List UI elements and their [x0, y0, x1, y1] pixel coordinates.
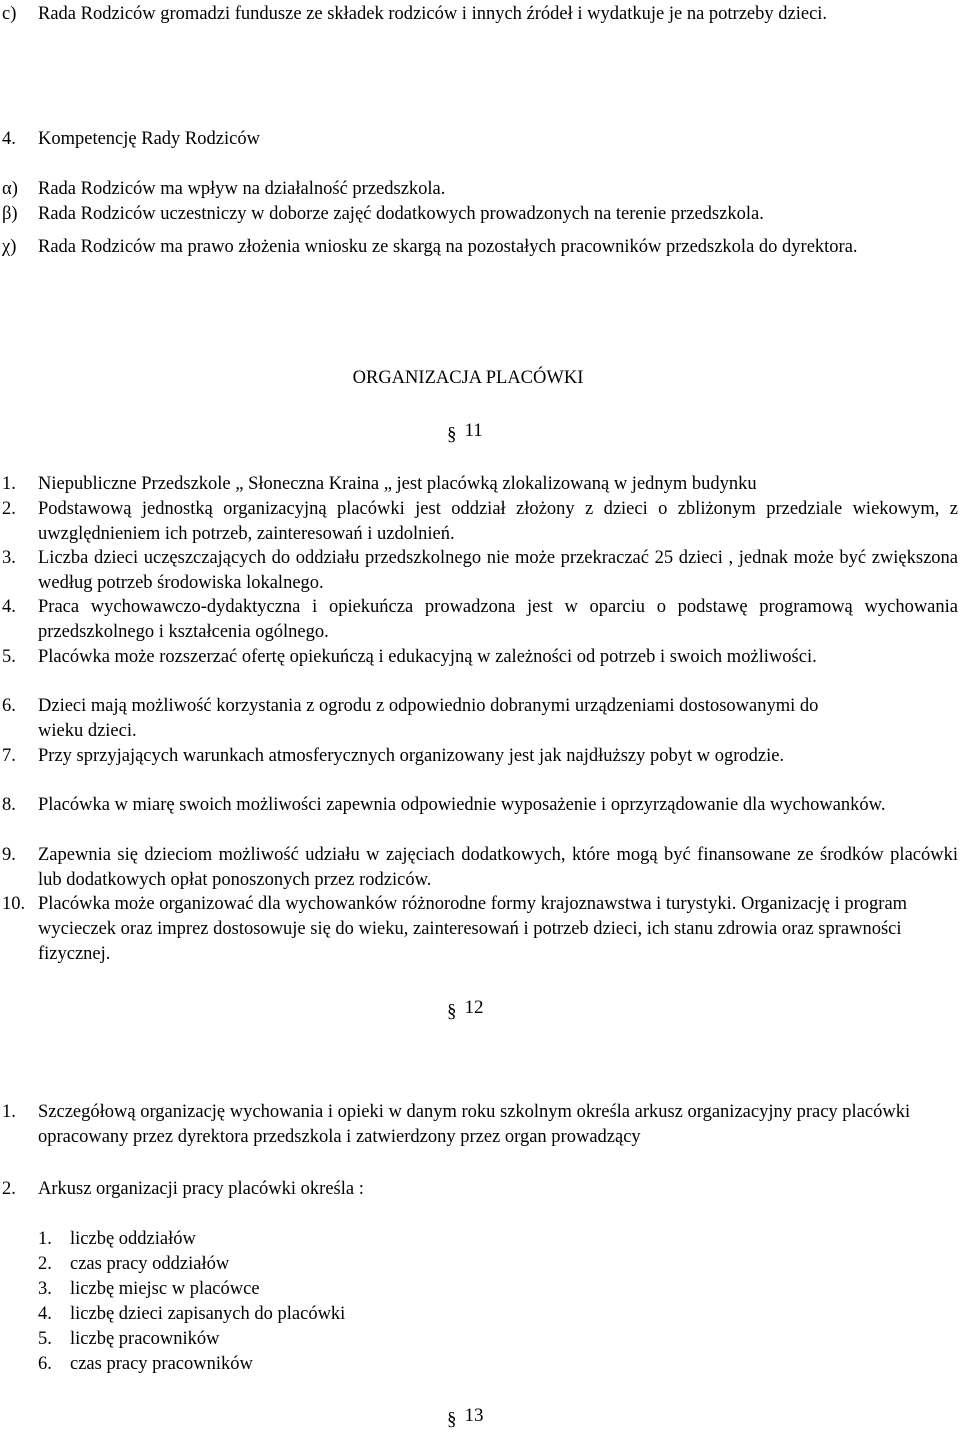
item-text: Dzieci mają możliwość korzystania z ogrodu z odpowiednio dobranymi urządzeniami dostosowanymi do wieku dzieci. [38, 696, 819, 741]
list-item [2, 843, 958, 893]
item-number: 5. [38, 1329, 52, 1349]
sublist-item [38, 1227, 196, 1252]
chapter-title: ORGANIZACJA PLACÓWKI [352, 368, 584, 388]
sublist-item [38, 1302, 345, 1327]
item-text: Rada Rodziców gromadzi fundusze ze składek rodziców i innych źródeł i wydatkuje je na potrzeby dzieci. [38, 4, 828, 24]
item-number: 1. [2, 1102, 16, 1122]
section-sign-icon: § [447, 1001, 457, 1022]
item-number: 5. [2, 647, 16, 667]
paragraph-number: 11 [464, 420, 483, 441]
section-sign-icon: § [447, 424, 457, 445]
item-number: 6. [38, 1354, 52, 1374]
item-text: Szczegółową organizację wychowania i opieki w danym roku szkolnym określa arkusz organizacyjny pracy placówki opracowany przez dyrektora przedszkola i zatwierdzony przez organ prowadzący [38, 1102, 911, 1147]
item-text: Rada Rodziców ma prawo złożenia wniosku ze skargą na pozostałych pracowników przedszkola do dyrektora. [38, 237, 858, 257]
item-number: 4. [2, 597, 16, 617]
item-text: Niepubliczne Przedszkole „ Słoneczna Kraina „ jest placówką zlokalizowaną w jednym budynku [38, 474, 757, 494]
sublist-item [38, 1327, 219, 1352]
item-number: 7. [2, 746, 16, 766]
item-text: Przy sprzyjających warunkach atmosferycznych organizowany jest jak najdłuższy pobyt w ogrodzie. [38, 746, 785, 766]
item-text: Placówka w miarę swoich możliwości zapewnia odpowiednie wyposażenie i oprzyrządowanie dla wychowanków. [38, 795, 886, 815]
list-item [2, 645, 958, 670]
item-text: liczbę pracowników [70, 1329, 220, 1349]
paragraph-number: 13 [464, 1405, 484, 1426]
item-text: Praca wychowawczo-dydaktyczna i opiekuńcza prowadzona jest w oparciu o podstawę programową wychowania przedszkolnego i kształcenia ogólnego. [38, 597, 958, 642]
item-number: 2. [38, 1254, 52, 1274]
list-item [2, 1177, 958, 1202]
item-number: 6. [2, 696, 16, 716]
sublist-item [38, 1252, 229, 1277]
list-item [2, 892, 958, 967]
item-text: Arkusz organizacji pracy placówki określa : [38, 1179, 364, 1199]
section-4-title [2, 127, 958, 152]
list-item [2, 694, 958, 744]
item-label: c) [2, 4, 17, 24]
paragraph-12-heading [447, 995, 484, 1020]
item-label: 4. [2, 129, 16, 149]
item-text: liczbę oddziałów [70, 1229, 196, 1249]
item-number: 3. [2, 548, 16, 568]
list-item [2, 793, 958, 818]
section-c [2, 2, 958, 27]
item-text: liczbę miejsc w placówce [70, 1279, 260, 1299]
list-item [2, 546, 958, 596]
item-text: Podstawową jednostką organizacyjną placówki jest oddział złożony z dzieci o zbliżonym przedziale wiekowym, z uwzględnieniem ich potrzeb, zainteresowań i uzdolnień. [38, 499, 958, 544]
sublist-item [38, 1352, 253, 1377]
item-text: Rada Rodziców ma wpływ na działalność przedszkola. [38, 179, 446, 199]
section-sign-icon: § [447, 1409, 457, 1430]
item-text: czas pracy oddziałów [70, 1254, 230, 1274]
item-text: Rada Rodziców uczestniczy w doborze zajęć dodatkowych prowadzonych na terenie przedszkola. [38, 204, 764, 224]
sublist-item [38, 1277, 260, 1302]
item-number: 4. [38, 1304, 52, 1324]
item-label: χ) [2, 237, 17, 257]
item-number: 9. [2, 845, 16, 865]
item-text: Placówka może organizować dla wychowanków różnorodne formy krajoznawstwa i turystyki. Organizację i program wycieczek oraz imprez dostosowuje się do wieku, zainteresowań i potrzeb dzieci, ich stanu zdrowia oraz sprawności fizycznej. [38, 894, 908, 964]
item-text: czas pracy pracowników [70, 1354, 253, 1374]
item-number: 8. [2, 795, 16, 815]
paragraph-13-heading [447, 1403, 484, 1428]
item-number: 2. [2, 1179, 16, 1199]
section-title: Kompetencję Rady Rodziców [38, 129, 260, 149]
paragraph-number: 12 [464, 997, 484, 1018]
list-item [2, 235, 958, 260]
list-item [2, 1100, 958, 1150]
item-number: 1. [38, 1229, 52, 1249]
list-item [2, 177, 958, 202]
paragraph-11-heading [447, 418, 483, 443]
list-item [2, 472, 958, 497]
item-number: 3. [38, 1279, 52, 1299]
list-item [2, 497, 958, 547]
item-text: Zapewnia się dzieciom możliwość udziału w zajęciach dodatkowych, które mogą być finansowane ze środków placówki lub dodatkowych opłat ponoszonych przez rodziców. [38, 845, 958, 890]
item-number: 10. [2, 894, 26, 914]
item-label: β) [2, 204, 18, 224]
list-item [2, 744, 958, 769]
list-item [2, 595, 958, 645]
item-text: liczbę dzieci zapisanych do placówki [70, 1304, 346, 1324]
item-text: Placówka może rozszerzać ofertę opiekuńczą i edukacyjną w zależności od potrzeb i swoich możliwości. [38, 647, 817, 667]
item-text: Liczba dzieci uczęszczających do oddziału przedszkolnego nie może przekraczać 25 dzieci , jednak może być zwiększona według potrzeb środowiska lokalnego. [38, 548, 958, 593]
item-label: α) [2, 179, 18, 199]
item-number: 1. [2, 474, 16, 494]
item-number: 2. [2, 499, 16, 519]
list-item [2, 202, 958, 227]
